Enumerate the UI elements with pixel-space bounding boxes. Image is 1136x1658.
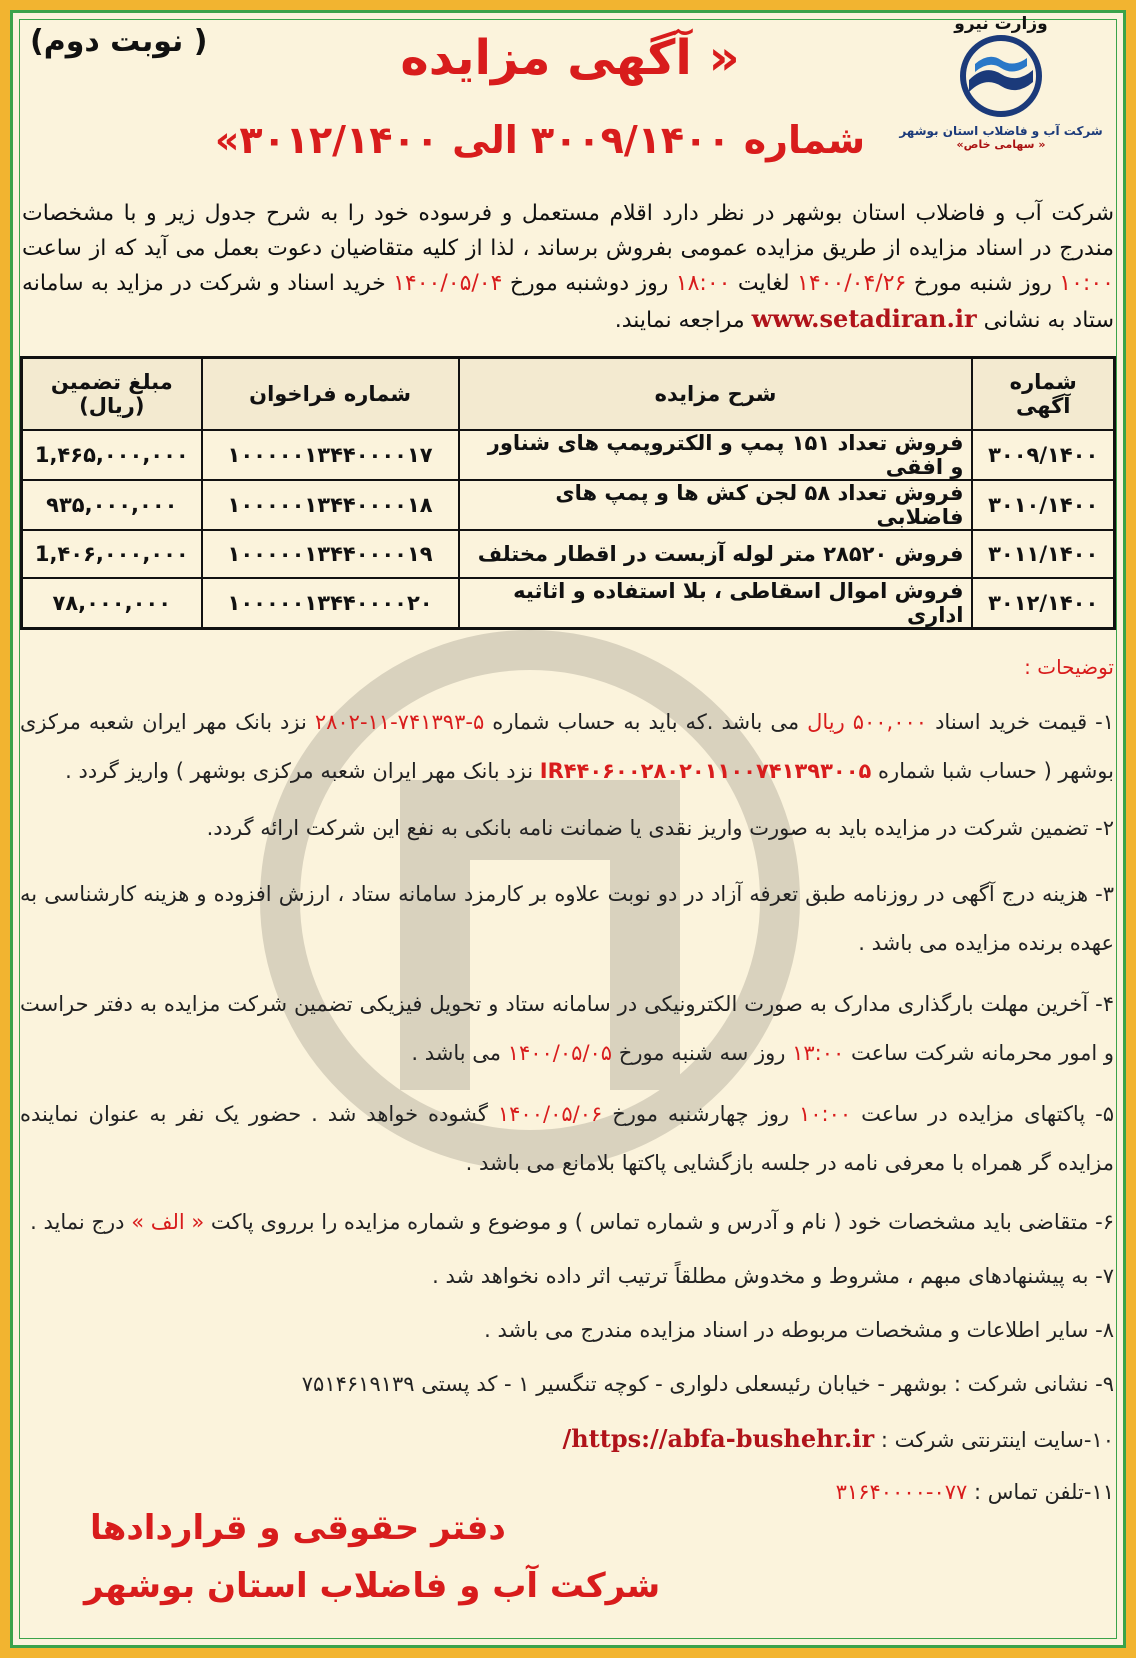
end-date: ۱۴۰۰/۰۵/۰۴ [393,271,503,296]
note-5-text-a: ۵- پاکتهای مزایده در ساعت [861,1102,1114,1126]
header-guarantee-amount: مبلغ تضمین (ریال) [22,358,202,431]
deadline-date: ۱۴۰۰/۰۵/۰۵ [507,1041,613,1065]
note-5-text-c: گشوده خواهد شد . حضور یک نفر به عنوان نماینده مزایده گر همراه با معرفی نامه در جلسه بازگشایی پاکتها بلامانع می باشد . [20,1102,1114,1175]
opening-date: ۱۴۰۰/۰۵/۰۶ [497,1102,603,1126]
note-4-text-a: ۴- آخرین مهلت بارگذاری مدارک به صورت الکترونیکی در سامانه ستاد و تحویل فیزیکی تضمین شرکت مزایده به دفتر حراست و امور محرمانه شرکت ساعت [20,992,1114,1065]
call-number-cell: ۱۰۰۰۰۰۱۳۴۴۰۰۰۰۱۷ [202,430,459,480]
water-drop-logo-icon [949,34,1053,118]
intro-text-5: خرید اسناد و شرکت در مزاید به سامانه ستاد به نشانی [22,271,1114,333]
intro-text-4: روز دوشنبه مورخ [509,271,669,296]
description-cell: فروش ۲۸۵۲۰ متر لوله آزبست در اقطار مختلف [459,530,973,578]
note-1-text-c: نزد بانک مهر ایران شعبه مرکزی بوشهر ( حساب شبا شماره [20,710,1114,783]
sheba-number: IR۴۴۰۶۰۰۲۸۰۲۰۱۱۰۰۷۴۱۳۹۳۰۰۵ [539,759,872,783]
intro-paragraph [22,196,1114,338]
company-type: « سهامی خاص» [956,138,1046,151]
notice-number-cell: ۳۰۱۱/۱۴۰۰ [972,530,1114,578]
notice-number-cell: ۳۰۱۰/۱۴۰۰ [972,480,1114,530]
note-1-text-a: ۱- قیمت خرید اسناد [935,710,1114,734]
note-10-text: ۱۰-سایت اینترنتی شرکت : [880,1428,1114,1452]
note-5-text-b: روز چهارشنبه مورخ [612,1102,790,1126]
note-11-text: ۱۱-تلفن تماس : [974,1480,1114,1504]
auction-items-table [20,356,1116,630]
notice-number-cell: ۳۰۱۲/۱۴۰۰ [972,578,1114,629]
note-4-text-b: روز سه شنبه مورخ [618,1041,786,1065]
note-7: ۷- به پیشنهادهای مبهم ، مشروط و مخدوش مطلقاً ترتیب اثر داده نخواهد شد . [432,1264,1114,1288]
table-row [22,578,1115,629]
account-number: ۵-۷۴۱۳۹۳-۱۱-۲۸۰۲ [314,710,485,734]
note-10 [20,1414,1114,1465]
signature-company: شرکت آب و فاضلاب استان بوشهر [84,1566,661,1606]
ministry-label: وزارت نیرو [954,14,1048,34]
notes-title: توضیحات : [1024,655,1114,679]
amount-cell: ۹۳۵,۰۰۰,۰۰۰ [22,480,202,530]
logo-company-name: شرکت آب و فاضلاب استان بوشهر [899,124,1103,138]
description-cell: فروش تعداد ۵۸ لجن کش ها و پمپ های فاضلابی [459,480,973,530]
note-3: ۳- هزینه درج آگهی در روزنامه طبق تعرفه آزاد در دو نوبت علاوه بر کارمزد سامانه ستاد ، ارزش افزوده و هزینه کارشناسی به عهده برنده مزایده می باشد . [20,882,1114,955]
call-number-cell: ۱۰۰۰۰۰۱۳۴۴۰۰۰۰۲۰ [202,578,459,629]
note-6 [20,1198,1114,1247]
description-cell: فروش اموال اسقاطی ، بلا استفاده و اثاثیه اداری [459,578,973,629]
table-row [22,430,1115,480]
intro-text-1: شرکت آب و فاضلاب استان بوشهر در نظر دارد اقلام مستعمل و فرسوده خود را به شرح جدول زیر و با مشخصات مندرج در اسناد مزایده از طریق مزایده عمومی بفروش برساند ، لذا از کلیه متقاضیان دعوت بعمل می آید که از ساعت [22,201,1114,261]
intro-text-3: لغایت [737,271,790,296]
intro-text-2: روز شنبه مورخ [913,271,1052,296]
note-1 [20,698,1114,796]
note-6-text-a: ۶- متقاضی باید مشخصات خود ( نام و آدرس و شماره تماس ) و موضوع و شماره مزایده را برروی پاکت [210,1210,1114,1234]
page-title: « آگهی مزایده [400,30,740,86]
note-4-text-c: می باشد . [411,1041,501,1065]
header-call-number: شماره فراخوان [202,358,459,431]
call-number-cell: ۱۰۰۰۰۰۱۳۴۴۰۰۰۰۱۸ [202,480,459,530]
amount-cell: ۷۸,۰۰۰,۰۰۰ [22,578,202,629]
start-date: ۱۴۰۰/۰۴/۲۶ [797,271,907,296]
opening-time: ۱۰:۰۰ [798,1102,852,1126]
note-8: ۸- سایر اطلاعات و مشخصات مربوطه در اسناد مزایده مندرج می باشد . [484,1318,1114,1342]
deadline-time: ۱۳:۰۰ [792,1041,845,1065]
header-notice-number: شماره آگهی [972,358,1114,431]
round-label: ( نوبت دوم) [30,24,208,59]
signature-office: دفتر حقوقی و قراردادها [90,1508,506,1548]
setad-website-link[interactable]: www.setadiran.ir [751,304,977,333]
description-cell: فروش تعداد ۱۵۱ پمپ و الکتروپمپ های شناور و افقی [459,430,973,480]
table-row [22,530,1115,578]
document-price: ۵۰۰,۰۰۰ ریال [807,710,928,734]
note-5 [20,1090,1114,1188]
company-website-link[interactable]: https://abfa-bushehr.ir/ [562,1424,875,1453]
intro-text-6: مراجعه نمایند. [614,308,745,333]
start-time: ۱۰:۰۰ [1059,271,1114,296]
note-4 [20,980,1114,1078]
note-2: ۲- تضمین شرکت در مزایده باید به صورت واریز نقدی یا ضمانت نامه بانکی به نفع این شرکت ارائه گردد. [206,816,1114,840]
table-row [22,480,1115,530]
table-header-row [22,358,1115,431]
call-number-cell: ۱۰۰۰۰۰۱۳۴۴۰۰۰۰۱۹ [202,530,459,578]
phone-number: ۰۷۷-۳۱۶۴۰۰۰۰ [835,1480,968,1504]
amount-cell: 1,۴۰۶,۰۰۰,۰۰۰ [22,530,202,578]
end-time: ۱۸:۰۰ [675,271,731,296]
notice-number-cell: ۳۰۰۹/۱۴۰۰ [972,430,1114,480]
amount-cell: 1,۴۶۵,۰۰۰,۰۰۰ [22,430,202,480]
note-9: ۹- نشانی شرکت : بوشهر - خیابان رئیسعلی دلواری - کوچه تنگسیر ۱ - کد پستی ۷۵۱۴۶۱۹۱۳۹ [301,1372,1114,1396]
page-subtitle: شماره ۳۰۰۹/۱۴۰۰ الی ۳۰۱۲/۱۴۰۰» [214,118,866,162]
note-1-text-d: نزد بانک مهر ایران شعبه مرکزی بوشهر ) واریز گردد . [65,759,534,783]
note-6-text-b: درج نماید . [30,1210,125,1234]
envelope-label: « الف » [131,1210,205,1234]
header-description: شرح مزایده [459,358,973,431]
company-logo [896,14,1106,184]
note-1-text-b: می باشد .که باید به حساب شماره [492,710,800,734]
